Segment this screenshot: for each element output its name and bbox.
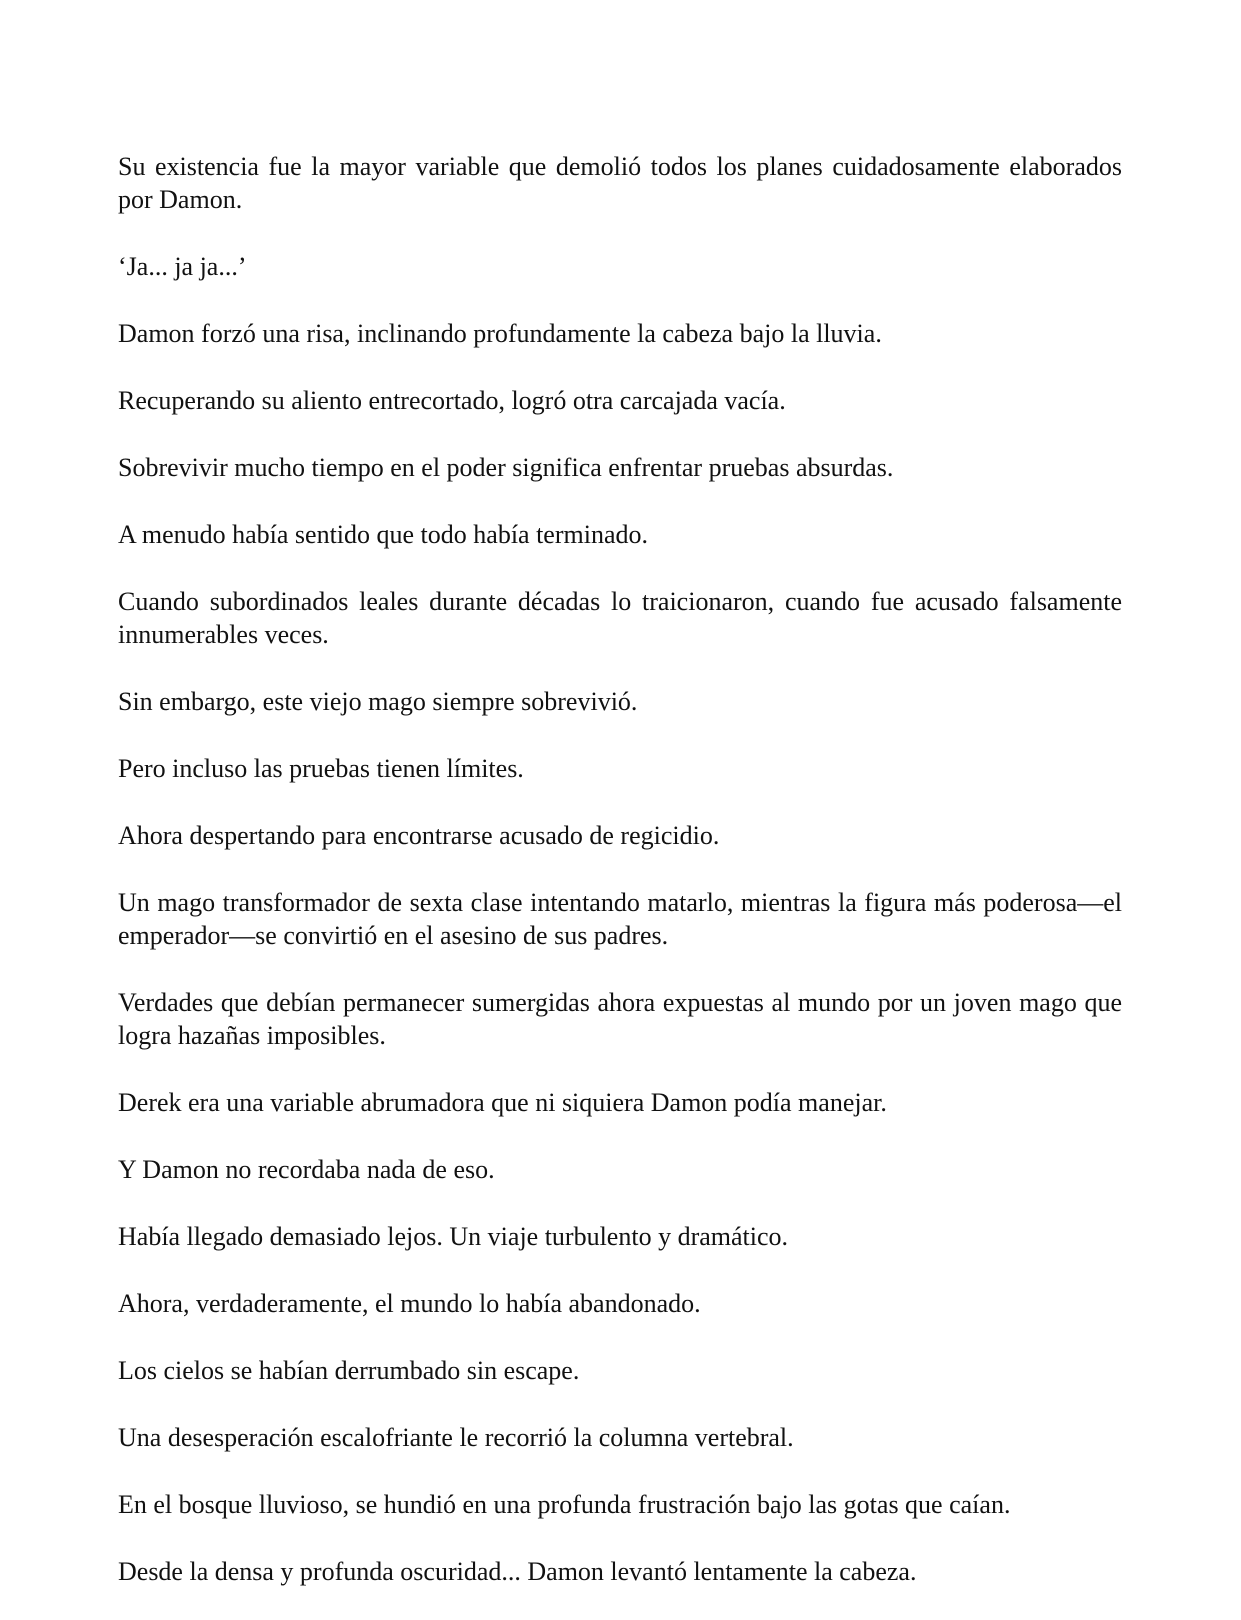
paragraph: Verdades que debían permanecer sumergidas ahora expuestas al mundo por un joven mago que logra hazañas imposibles. [118, 988, 1122, 1050]
paragraph: ‘Ja... ja ja...’ [118, 252, 247, 281]
paragraph: Una desesperación escalofriante le recorrió la columna vertebral. [118, 1423, 794, 1452]
paragraph: Recuperando su aliento entrecortado, logró otra carcajada vacía. [118, 386, 786, 415]
paragraph: Damon forzó una risa, inclinando profundamente la cabeza bajo la lluvia. [118, 319, 882, 348]
paragraph: A menudo había sentido que todo había terminado. [118, 520, 648, 549]
paragraph: Había llegado demasiado lejos. Un viaje turbulento y dramático. [118, 1222, 789, 1251]
paragraph: Y Damon no recordaba nada de eso. [118, 1155, 495, 1184]
paragraph: En el bosque lluvioso, se hundió en una profunda frustración bajo las gotas que caían. [118, 1490, 1011, 1519]
paragraph: Su existencia fue la mayor variable que demolió todos los planes cuidadosamente elaborados por Damon. [118, 152, 1122, 214]
paragraph: Sin embargo, este viejo mago siempre sobrevivió. [118, 687, 638, 716]
body-text [118, 150, 1122, 1588]
paragraph: Derek era una variable abrumadora que ni siquiera Damon podía manejar. [118, 1088, 887, 1117]
paragraph: Pero incluso las pruebas tienen límites. [118, 754, 524, 783]
paragraph: Cuando subordinados leales durante décadas lo traicionaron, cuando fue acusado falsamente innumerables veces. [118, 587, 1122, 649]
paragraph: Ahora despertando para encontrarse acusado de regicidio. [118, 821, 720, 850]
paragraph: Los cielos se habían derrumbado sin escape. [118, 1356, 580, 1385]
paragraph: Un mago transformador de sexta clase intentando matarlo, mientras la figura más poderosa—el emperador—se convirtió en el asesino de sus padres. [118, 888, 1122, 950]
paragraph: Ahora, verdaderamente, el mundo lo había abandonado. [118, 1289, 701, 1318]
paragraph: Desde la densa y profunda oscuridad... Damon levantó lentamente la cabeza. [118, 1557, 917, 1586]
paragraph: Sobrevivir mucho tiempo en el poder significa enfrentar pruebas absurdas. [118, 453, 894, 482]
